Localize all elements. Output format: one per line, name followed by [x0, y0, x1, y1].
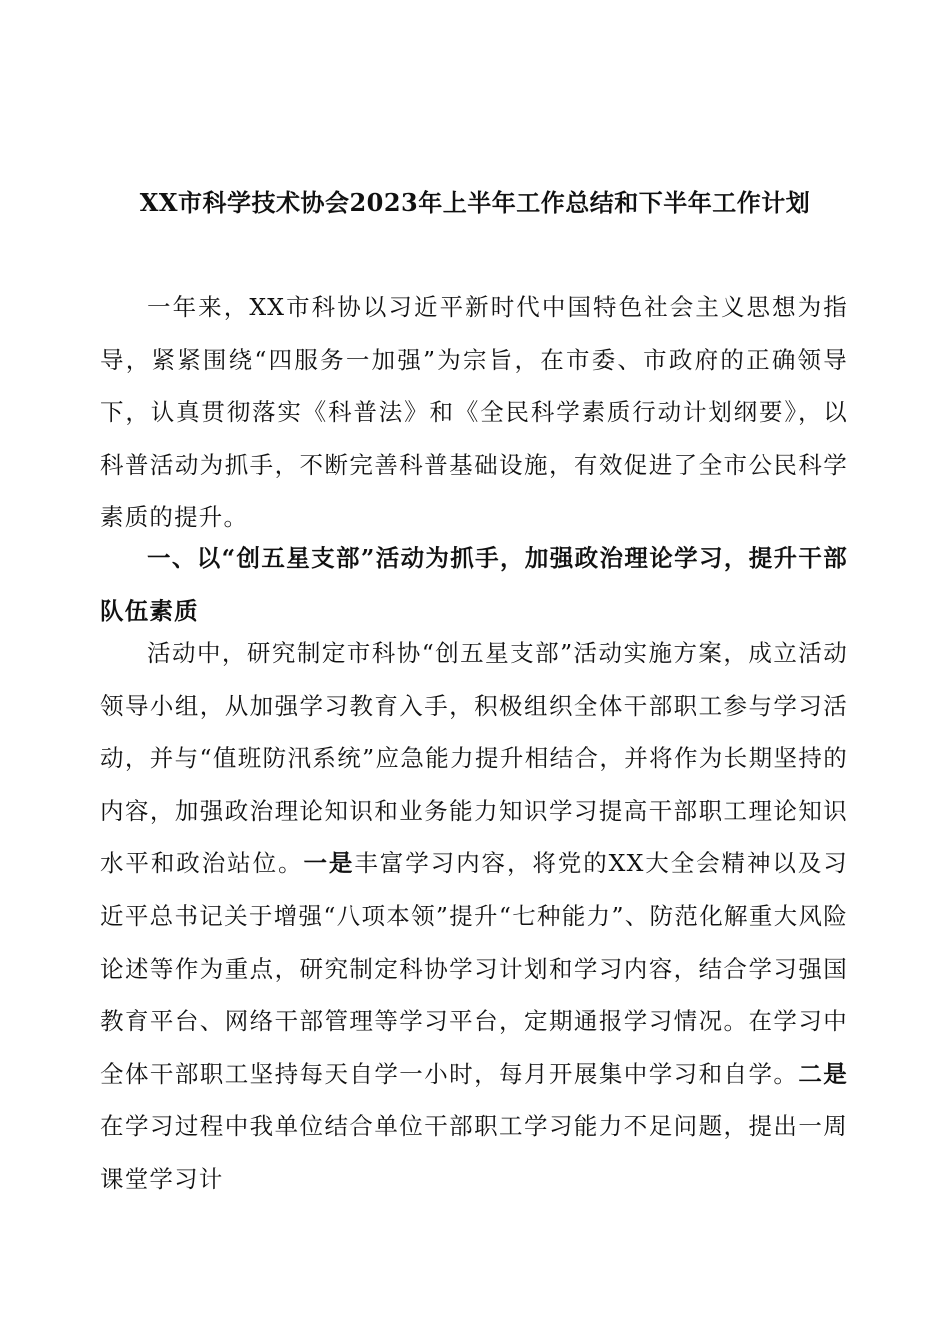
section-heading-1: 一、以“创五星支部”活动为抓手，加强政治理论学习，提升干部队伍素质 [100, 544, 848, 625]
paragraph-text: 活动中，研究制定市科协“创五星支部”活动实施方案，成立活动领导小组，从加强学习教育入手，积极组织全体干部职工参与学习活动，并与“值班防汛系统”应急能力提升相结合，并将作为长期坚持的内容，加强政治理论知识和业务能力知识学习提高干部职工理论知识水平和政治站位。 [100, 639, 848, 878]
section-paragraph-1 [100, 627, 848, 1206]
marker-two: 二是 [798, 1059, 848, 1088]
document-title: XX市科学技术协会2023年上半年工作总结和下半年工作计划 [139, 188, 811, 217]
intro-paragraph: 一年来，XX市科协以习近平新时代中国特色社会主义思想为指导，紧紧围绕“四服务一加强”为宗旨，在市委、市政府的正确领导下，认真贯彻落实《科普法》和《全民科学素质行动计划纲要》，以科普活动为抓手，不断完善科普基础设施，有效促进了全市公民科学素质的提升。 [100, 293, 848, 532]
paragraph-text: 丰富学习内容，将党的XX大全会精神以及习近平总书记关于增强“八项本领”提升“七种能力”、防范化解重大风险论述等作为重点，研究制定科协学习计划和学习内容，结合学习强国教育平台、网络干部管理等学习平台，定期通报学习情况。在学习中全体干部职工坚持每天自学一小时，每月开展集中学习和自学。 [100, 849, 848, 1088]
paragraph-text: 在学习过程中我单位结合单位干部职工学习能力不足问题，提出一周课堂学习计 [100, 1112, 848, 1193]
marker-one: 一是 [303, 849, 355, 878]
